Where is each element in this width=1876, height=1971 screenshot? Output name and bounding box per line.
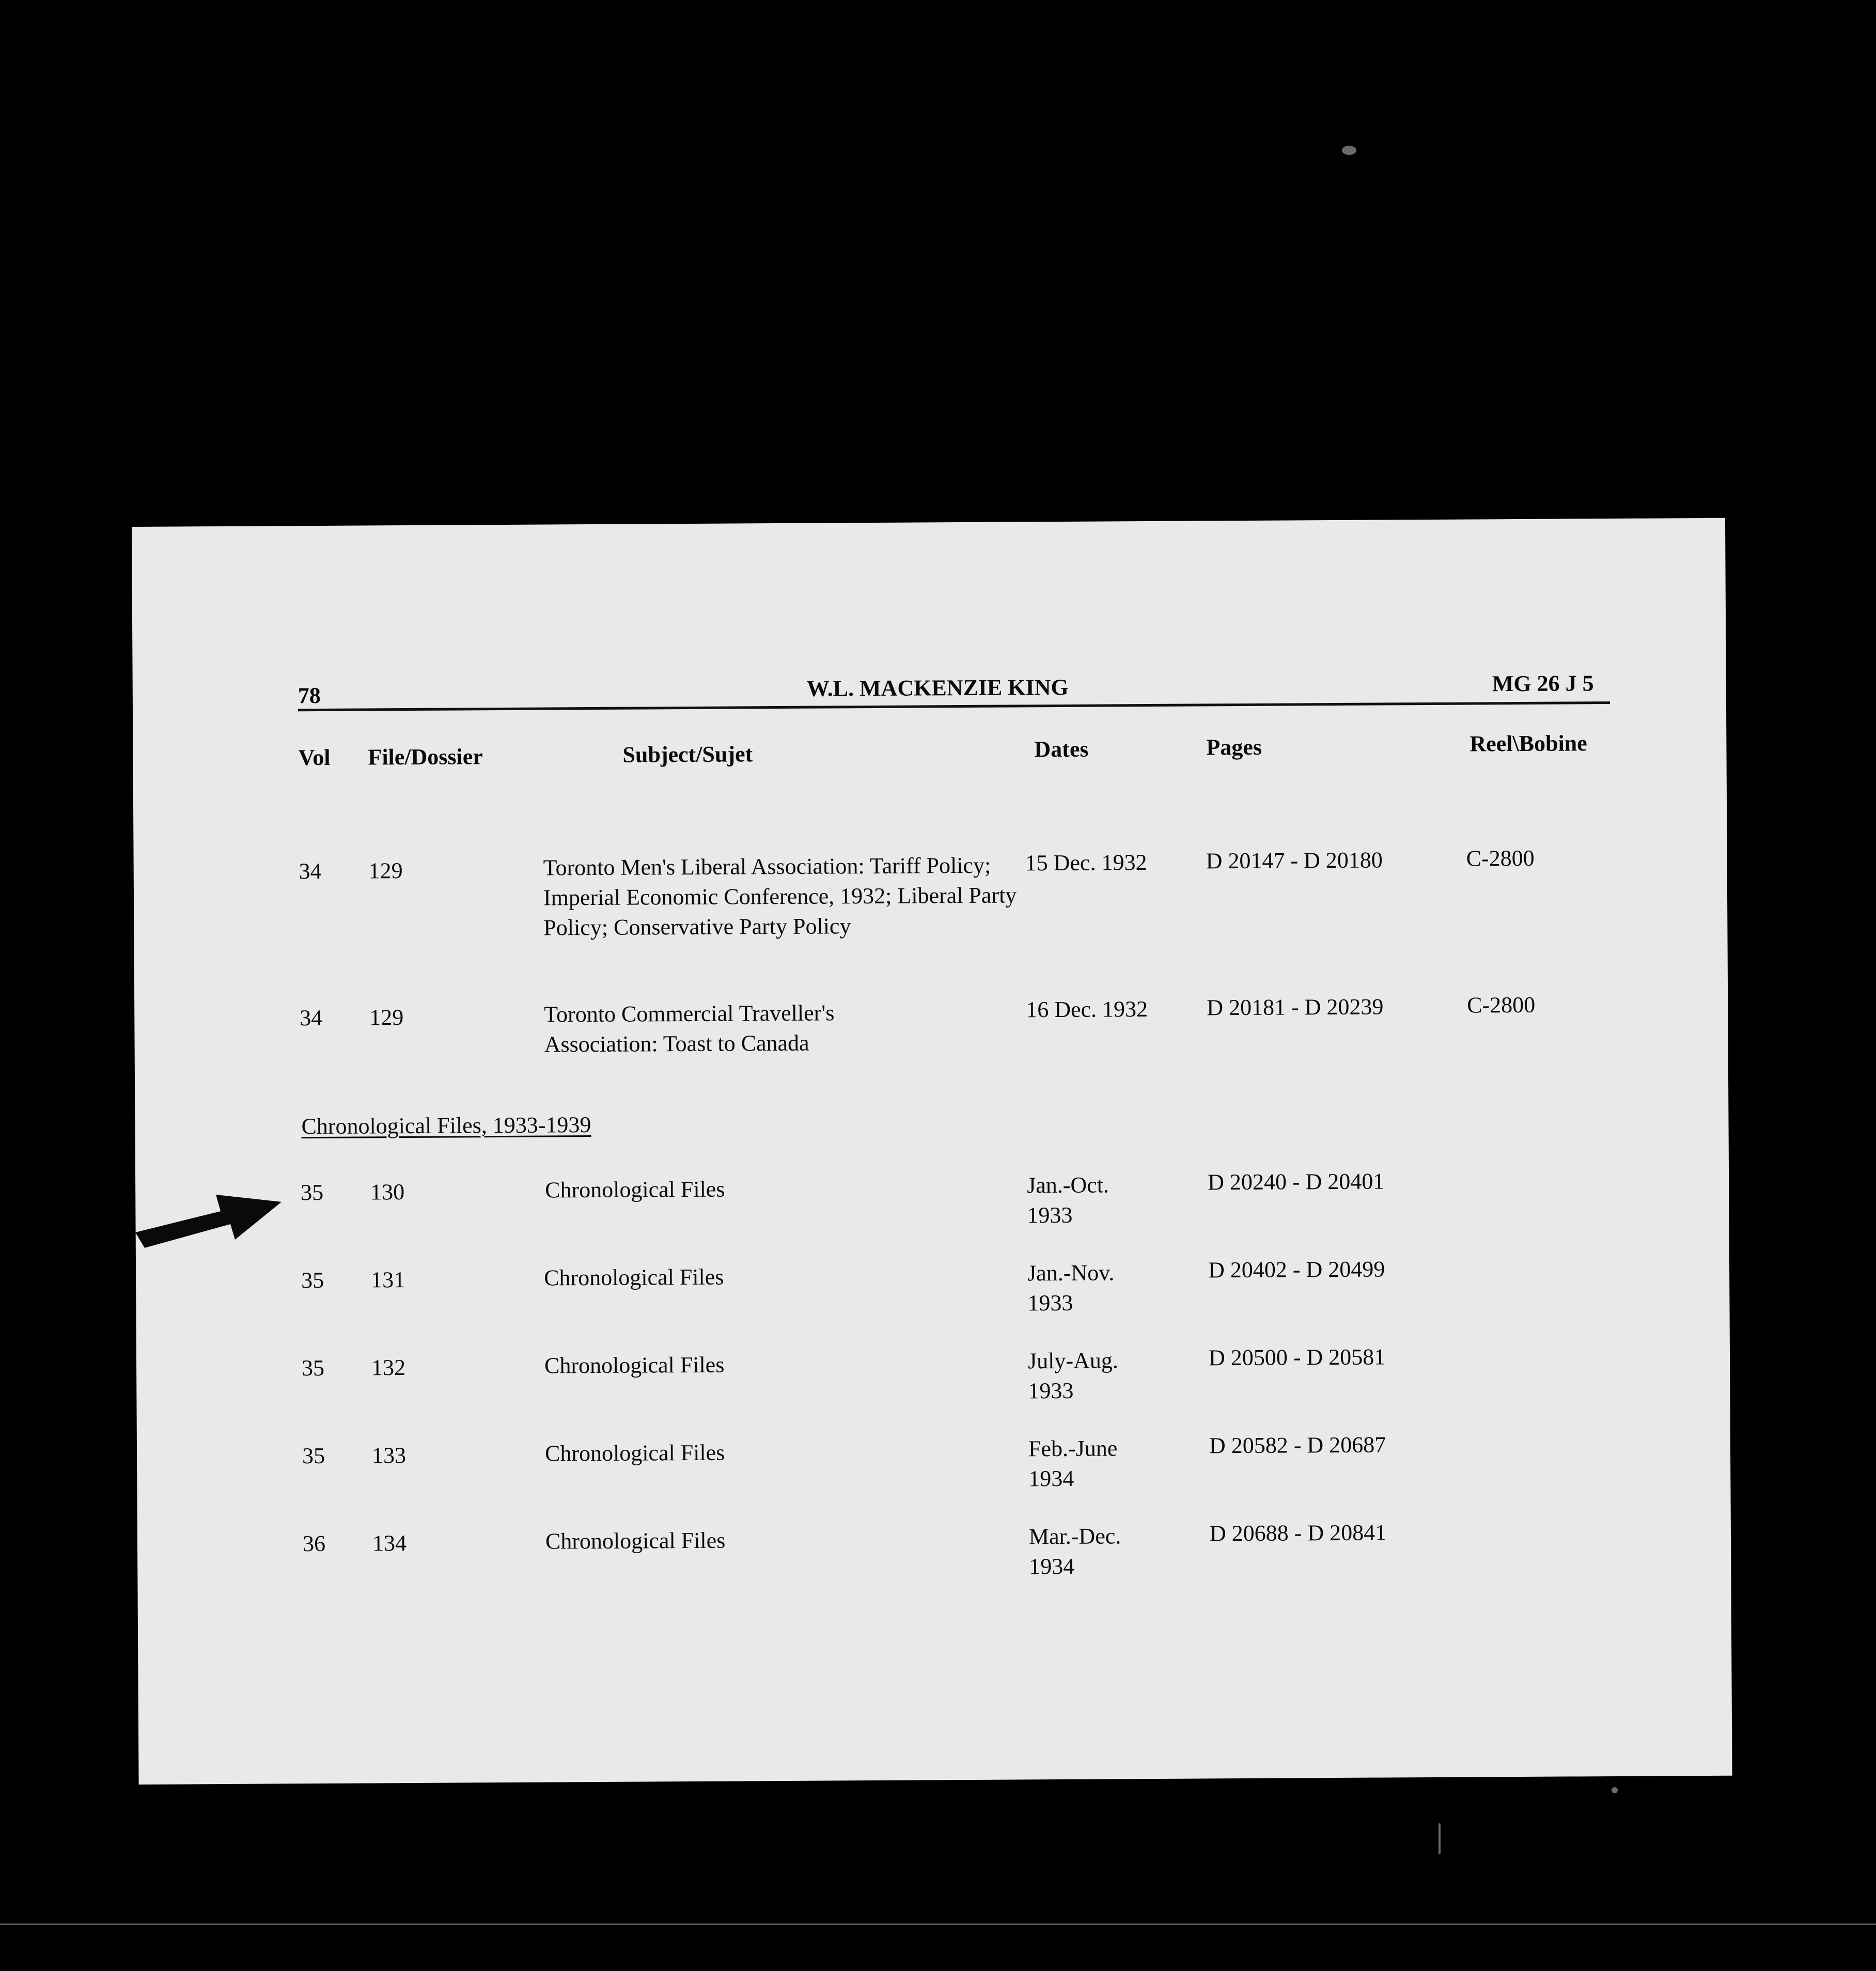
row-vol: 36 [302,1530,326,1557]
row-vol: 34 [300,1005,323,1031]
row-reel: C-2800 [1466,845,1535,871]
document-page [132,518,1732,1785]
row-vol: 35 [302,1443,325,1469]
row-vol: 34 [299,858,322,884]
row-pages: D 20147 - D 20180 [1206,847,1383,874]
reference-code: MG 26 J 5 [1492,670,1594,697]
row-vol: 35 [301,1267,324,1293]
row-dates: Jan.-Oct. [1027,1172,1109,1198]
row-file: 129 [369,1005,404,1030]
row-dates-year: 1934 [1028,1465,1074,1492]
row-dates: 16 Dec. 1932 [1026,996,1148,1023]
row-dates-year: 1934 [1029,1553,1075,1579]
row-file: 133 [371,1443,407,1468]
column-header-dates: Dates [1034,736,1089,762]
row-pages: D 20240 - D 20401 [1207,1168,1385,1195]
row-subject: Toronto Commercial Traveller's Association: Toast to Canada [544,1000,835,1057]
column-header-file: File/Dossier [368,744,483,770]
row-file: 130 [370,1179,405,1205]
row-pages: D 20181 - D 20239 [1207,994,1384,1021]
page-number: 78 [298,682,321,709]
row-vol: 35 [301,1355,325,1381]
row-subject: Chronological Files [543,1264,724,1291]
row-vol: 35 [301,1179,324,1206]
film-speck [1612,1787,1618,1793]
row-dates: July-Aug. [1027,1348,1118,1374]
row-file: 132 [371,1355,406,1381]
row-dates-year: 1933 [1027,1202,1073,1228]
row-dates: Jan.-Nov. [1027,1260,1115,1286]
film-edge-line [0,1923,1876,1925]
column-header-pages: Pages [1206,734,1262,760]
row-subject: Chronological Files [545,1527,726,1554]
row-dates: Feb.-June [1028,1435,1118,1462]
page-title: W.L. MACKENZIE KING [806,674,1069,701]
row-subject: Toronto Men's Liberal Association: Tariff Policy; Imperial Economic Conference, 1932; Liberal Party Policy; Conservative Party Policy [543,852,1017,941]
row-dates: 15 Dec. 1932 [1025,850,1147,876]
film-speck [1439,1823,1441,1854]
row-file: 134 [372,1530,407,1556]
column-header-subject: Subject/Sujet [622,741,753,768]
row-subject: Chronological Files [545,1176,725,1203]
row-subject: Chronological Files [544,1352,725,1379]
row-pages: D 20500 - D 20581 [1208,1344,1386,1371]
section-title: Chronological Files, 1933-1939 [301,1112,591,1139]
row-dates-year: 1933 [1028,1378,1074,1404]
row-pages: D 20688 - D 20841 [1209,1520,1387,1546]
row-reel: C-2800 [1467,992,1536,1018]
row-dates-year: 1933 [1027,1290,1073,1316]
row-dates: Mar.-Dec. [1028,1523,1121,1550]
film-speck [1342,146,1356,155]
column-header-vol: Vol [298,744,331,771]
row-pages: D 20582 - D 20687 [1209,1432,1386,1459]
column-header-reel: Reel\Bobine [1469,730,1587,757]
row-file: 131 [371,1267,405,1293]
row-pages: D 20402 - D 20499 [1208,1256,1385,1283]
row-file: 129 [368,858,403,884]
row-subject: Chronological Files [544,1440,725,1466]
